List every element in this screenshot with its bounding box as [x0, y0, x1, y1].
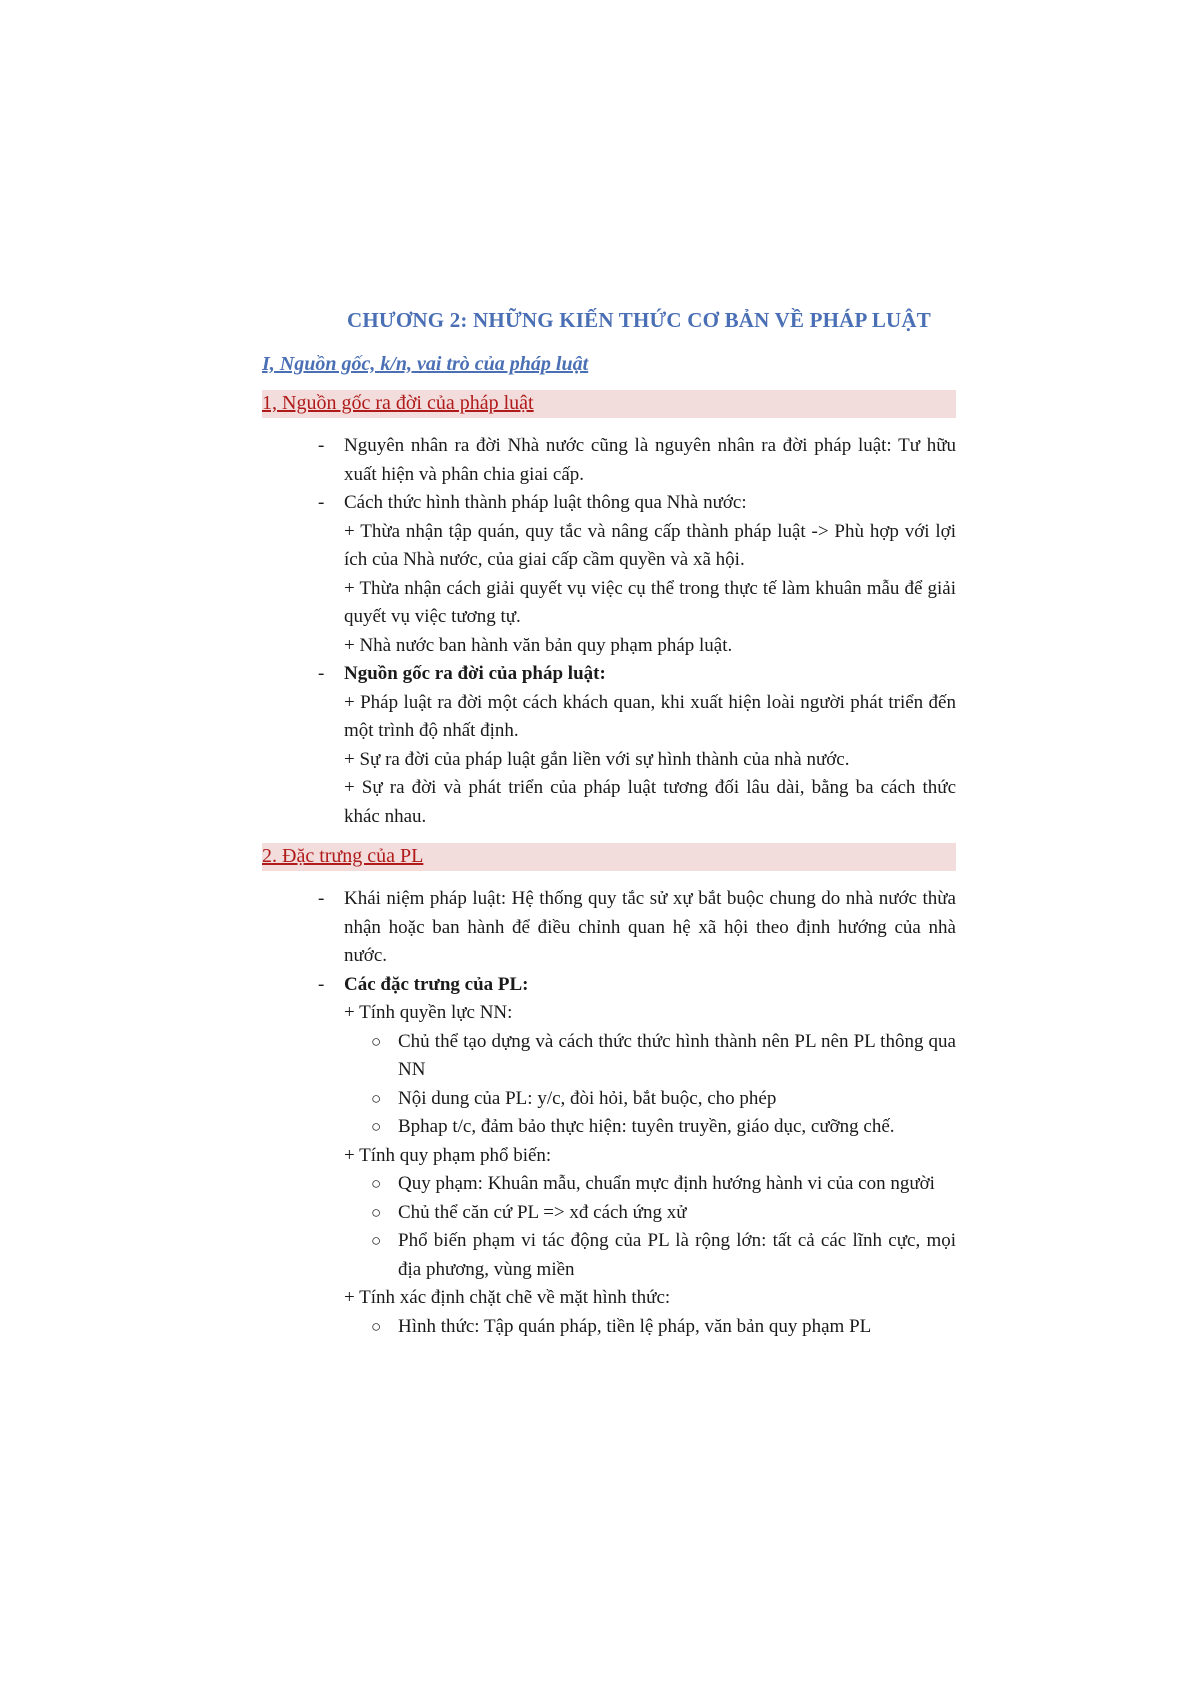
circle-list-item	[344, 1113, 956, 1142]
circle-list-item	[344, 1170, 956, 1199]
circle-list-item	[344, 1313, 956, 1342]
list-item	[262, 432, 956, 489]
circle-list-item	[344, 1227, 956, 1284]
sub-item: + Thừa nhận cách giải quyết vụ việc cụ thể trong thực tế làm khuân mẫu để giải quyết vụ việc tương tự.	[344, 577, 956, 627]
list-item	[262, 885, 956, 971]
sub-item: + Tính quyền lực NN:	[344, 1002, 513, 1023]
sub-item: + Tính quy phạm phổ biến:	[344, 1144, 552, 1166]
list-item	[262, 971, 956, 1342]
sub-item: + Thừa nhận tập quán, quy tắc và nâng cấp thành pháp luật -> Phù hợp với lợi ích của Nhà nước, của giai cấp cầm quyền và xã hội.	[344, 520, 956, 570]
circle-list-item	[344, 1028, 956, 1085]
section-heading-2: 2. Đặc trưng của PL	[262, 843, 956, 871]
item-text: Các đặc trưng của PL:	[344, 973, 529, 995]
section-2-list	[262, 885, 956, 1341]
circle-item-text: Phổ biến phạm vi tác động của PL là rộng lớn: tất cả các lĩnh cực, mọi địa phương, vùng miền	[398, 1230, 956, 1280]
item-text: Khái niệm pháp luật: Hệ thống quy tắc sử xự bắt buộc chung do nhà nước thừa nhận hoặc ban hành để điều chỉnh quan hệ xã hội theo định hướng của nhà nước.	[344, 888, 956, 966]
circle-item-text: Bphap t/c, đảm bảo thực hiện: tuyên truyền, giáo dục, cưỡng chế.	[398, 1116, 895, 1137]
item-text: Nguyên nhân ra đời Nhà nước cũng là nguyên nhân ra đời pháp luật: Tư hữu xuất hiện và phân chia giai cấp.	[344, 435, 956, 485]
dash-bullet: -	[318, 888, 325, 909]
sub-item: + Tính xác định chặt chẽ về mặt hình thức:	[344, 1287, 671, 1308]
list-item	[262, 489, 956, 660]
dash-bullet: -	[318, 435, 325, 456]
circle-item-text: Chủ thể tạo dựng và cách thức thức hình thành nên PL nên PL thông qua NN	[398, 1030, 956, 1080]
circle-list-item	[344, 1085, 956, 1114]
section-heading-1: 1, Nguồn gốc ra đời của pháp luật	[262, 390, 956, 418]
circle-bullet-icon: ○	[371, 1231, 382, 1250]
circle-bullet-icon: ○	[371, 1117, 382, 1136]
dash-bullet: -	[318, 973, 325, 995]
item-text: Nguồn gốc ra đời của pháp luật:	[344, 663, 606, 684]
circle-item-text: Quy phạm: Khuân mẫu, chuẩn mực định hướng hành vi của con người	[398, 1173, 935, 1194]
circle-item-text: Chủ thể căn cứ PL => xđ cách ứng xử	[398, 1201, 687, 1223]
part-heading: I, Nguồn gốc, k/n, vai trò của pháp luật	[262, 353, 589, 375]
chapter-title: CHƯƠNG 2: NHỮNG KIẾN THỨC CƠ BẢN VỀ PHÁP LUẬT	[347, 308, 931, 332]
circle-item-text: Hình thức: Tập quán pháp, tiền lệ pháp, văn bản quy phạm PL	[398, 1315, 872, 1337]
dash-bullet: -	[318, 663, 325, 684]
document-page	[262, 308, 956, 1353]
section-1-list	[262, 432, 956, 831]
circle-bullet-icon: ○	[371, 1174, 382, 1193]
sub-item: + Nhà nước ban hành văn bản quy phạm pháp luật.	[344, 634, 733, 656]
circle-bullet-icon: ○	[371, 1031, 382, 1051]
item-text: Cách thức hình thành pháp luật thông qua Nhà nước:	[344, 492, 747, 513]
circle-bullet-icon: ○	[371, 1316, 382, 1336]
circle-bullet-icon: ○	[371, 1202, 382, 1222]
sub-item: + Sự ra đời của pháp luật gắn liền với sự hình thành của nhà nước.	[344, 748, 850, 770]
circle-list-item	[344, 1199, 956, 1228]
circle-bullet-icon: ○	[371, 1088, 382, 1108]
sub-item: + Pháp luật ra đời một cách khách quan, khi xuất hiện loài người phát triển đến một trình độ nhất định.	[344, 691, 956, 741]
circle-item-text: Nội dung của PL: y/c, đòi hỏi, bắt buộc, cho phép	[398, 1087, 777, 1109]
dash-bullet: -	[318, 492, 325, 513]
sub-item: + Sự ra đời và phát triển của pháp luật tương đối lâu dài, bằng ba cách thức khác nhau.	[344, 777, 956, 827]
list-item	[262, 660, 956, 831]
